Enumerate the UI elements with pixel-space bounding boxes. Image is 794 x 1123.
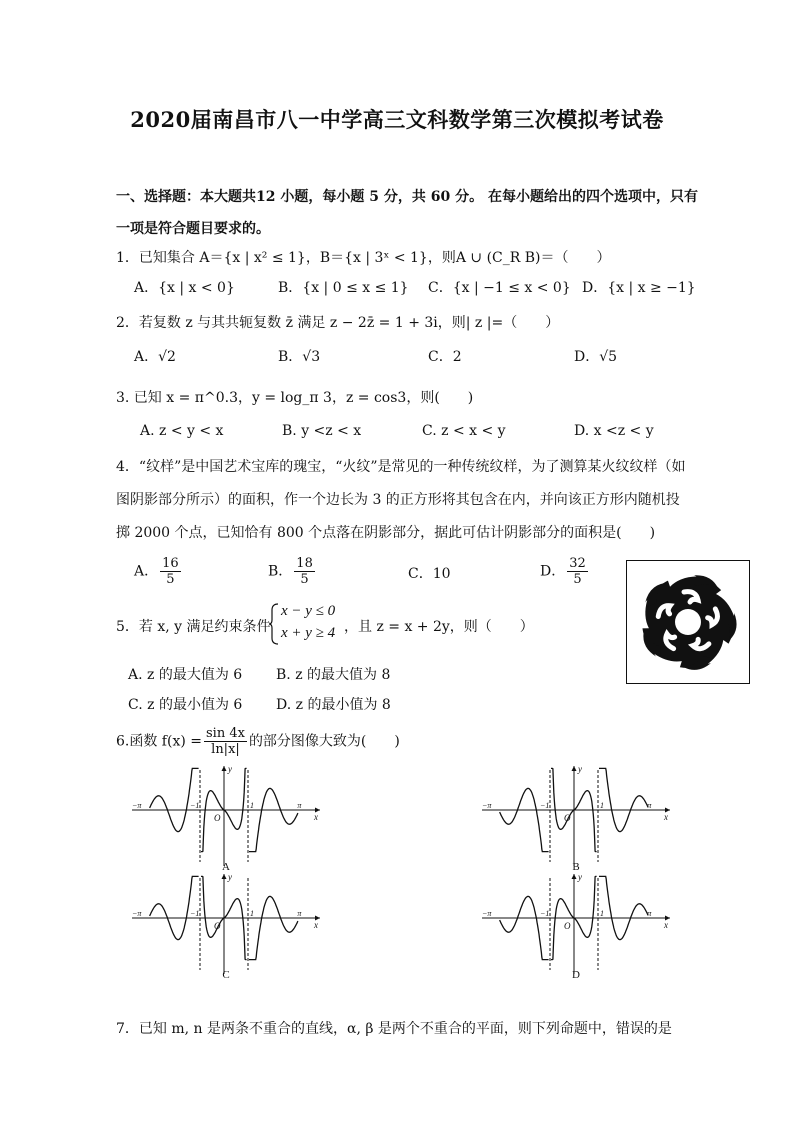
one-label: 1 (250, 801, 254, 810)
one-label: 1 (600, 909, 604, 918)
question-3-option-b: B. y <z < x (282, 423, 362, 439)
graph-option-label: C (222, 969, 230, 980)
stem-post: 的部分图像大致为( ) (248, 733, 400, 750)
question-1-option-d: D．{x | x ≥ −1} (582, 280, 696, 296)
x-axis-label: x (314, 812, 318, 822)
y-axis-arrow-icon (222, 874, 227, 879)
one-label: 1 (600, 801, 604, 810)
denominator: 5 (300, 572, 309, 587)
denominator: 5 (573, 572, 582, 587)
graph-d (478, 870, 678, 980)
constraint-2: x + y ≥ 4 (281, 625, 336, 641)
x-axis-label: x (664, 812, 668, 822)
origin-label: O (564, 921, 571, 931)
stem-pre: 6.函数 f(x) = (116, 733, 202, 750)
fraction (160, 556, 181, 587)
option-label: B． (268, 563, 293, 580)
neg-pi-label: −π (482, 909, 492, 918)
question-4-option-b (268, 556, 317, 587)
question-4-line-1: 4．“纹样”是中国艺术宝库的瑰宝，“火纹”是常见的一种传统纹样，为了测算某火纹纹样（如 (116, 459, 686, 475)
y-axis-label: y (228, 764, 232, 774)
neg-one-label: −1 (190, 909, 200, 918)
question-5-option-a: A. z 的最大值为 6 (128, 667, 243, 683)
fire-pattern-figure (626, 560, 750, 684)
question-2-option-a: A．√2 (134, 349, 176, 365)
question-1-option-b: B．{x | 0 ≤ x ≤ 1} (278, 280, 409, 296)
neg-one-label: −1 (540, 909, 550, 918)
y-axis-arrow-icon (572, 766, 577, 771)
fraction (294, 556, 315, 587)
option-label: C． (408, 566, 433, 582)
section-heading-cont: 一项是符合题目要求的。 (116, 221, 270, 237)
graph-option-label: A (222, 861, 230, 872)
numerator: 32 (569, 556, 586, 571)
page-title: 2020届南昌市八一中学高三文科数学第三次模拟考试卷 (130, 107, 664, 132)
section-heading: 一、选择题：本大题共12 小题，每小题 5 分，共 60 分。 在每小题给出的四个选项中，只有 (116, 189, 698, 205)
origin-label: O (214, 813, 221, 823)
neg-one-label: −1 (540, 801, 550, 810)
graph-a (128, 762, 328, 872)
question-4-line-3: 掷 2000 个点，已知恰有 800 个点落在阴影部分，据此可估计阴影部分的面积是( ) (116, 525, 656, 541)
one-label: 1 (250, 909, 254, 918)
y-axis-arrow-icon (222, 766, 227, 771)
question-4-line-2: 图阴影部分所示）的面积，作一个边长为 3 的正方形将其包含在内，并向该正方形内随机投 (116, 492, 680, 508)
question-4-option-a (134, 556, 183, 587)
option-value: 10 (432, 566, 451, 582)
question-4-option-d (540, 556, 590, 587)
numerator: 18 (296, 556, 313, 571)
fraction (204, 726, 247, 757)
pi-label: π (297, 801, 302, 810)
pi-label: π (647, 801, 652, 810)
graph-option-label: D (572, 969, 580, 980)
question-5-stem-post: ，且 z = x + 2y，则（ ） (344, 619, 534, 635)
question-1-option-a: A．{x | x < 0} (134, 280, 235, 296)
y-axis-label: y (578, 872, 582, 882)
origin-label: O (214, 921, 221, 931)
graph-option-label: B (572, 861, 580, 872)
y-axis-arrow-icon (572, 874, 577, 879)
question-5-option-c: C. z 的最小值为 6 (128, 697, 243, 713)
question-3-option-c: C. z < x < y (422, 423, 506, 439)
brace-icon (268, 603, 280, 645)
question-5-stem-pre: 5．若 x, y 满足约束条件 (116, 619, 271, 635)
neg-one-label: −1 (190, 801, 200, 810)
option-label: D． (540, 563, 566, 580)
question-6-stem (116, 726, 400, 757)
pi-label: π (297, 909, 302, 918)
numerator: sin 4x (206, 726, 245, 741)
question-2-option-d: D．√5 (574, 349, 618, 365)
question-1-option-c: C．{x | −1 ≤ x < 0} (428, 280, 571, 296)
question-5-option-b: B. z 的最大值为 8 (276, 667, 391, 683)
question-5-option-d: D. z 的最小值为 8 (276, 697, 391, 713)
x-axis-label: x (314, 920, 318, 930)
graph-b (478, 762, 678, 872)
question-2-option-b: B．√3 (278, 349, 321, 365)
graph-c (128, 870, 328, 980)
y-axis-label: y (578, 764, 582, 774)
option-label: A． (134, 563, 159, 580)
origin-label: O (564, 813, 571, 823)
question-2-stem: 2．若复数 z 与其共轭复数 z̄ 满足 z − 2z̄ = 1 + 3i，则| z |=（ ） (116, 315, 560, 331)
numerator: 16 (162, 556, 179, 571)
constraint-1: x − y ≤ 0 (281, 603, 336, 619)
neg-pi-label: −π (132, 909, 142, 918)
question-1-stem: 1．已知集合 A＝{x | x² ≤ 1}，B＝{x | 3ˣ < 1}，则A ∪ (C_R B)＝（ ） (116, 250, 611, 266)
question-3-option-a: A. z < y < x (140, 423, 224, 439)
question-2-option-c: C．2 (428, 349, 462, 365)
neg-pi-label: −π (132, 801, 142, 810)
denominator: ln|x| (211, 742, 240, 757)
pi-label: π (647, 909, 652, 918)
question-7-stem: 7．已知 m, n 是两条不重合的直线，α, β 是两个不重合的平面，则下列命题中，错误的是 (116, 1021, 672, 1037)
neg-pi-label: −π (482, 801, 492, 810)
question-4-option-c (408, 563, 451, 583)
denominator: 5 (166, 572, 175, 587)
question-3-option-d: D. x <z < y (574, 423, 654, 439)
x-axis-label: x (664, 920, 668, 930)
question-3-stem: 3. 已知 x = π^0.3，y = log_π 3，z = cos3，则( ) (116, 390, 474, 406)
fraction (567, 556, 588, 587)
y-axis-label: y (228, 872, 232, 882)
